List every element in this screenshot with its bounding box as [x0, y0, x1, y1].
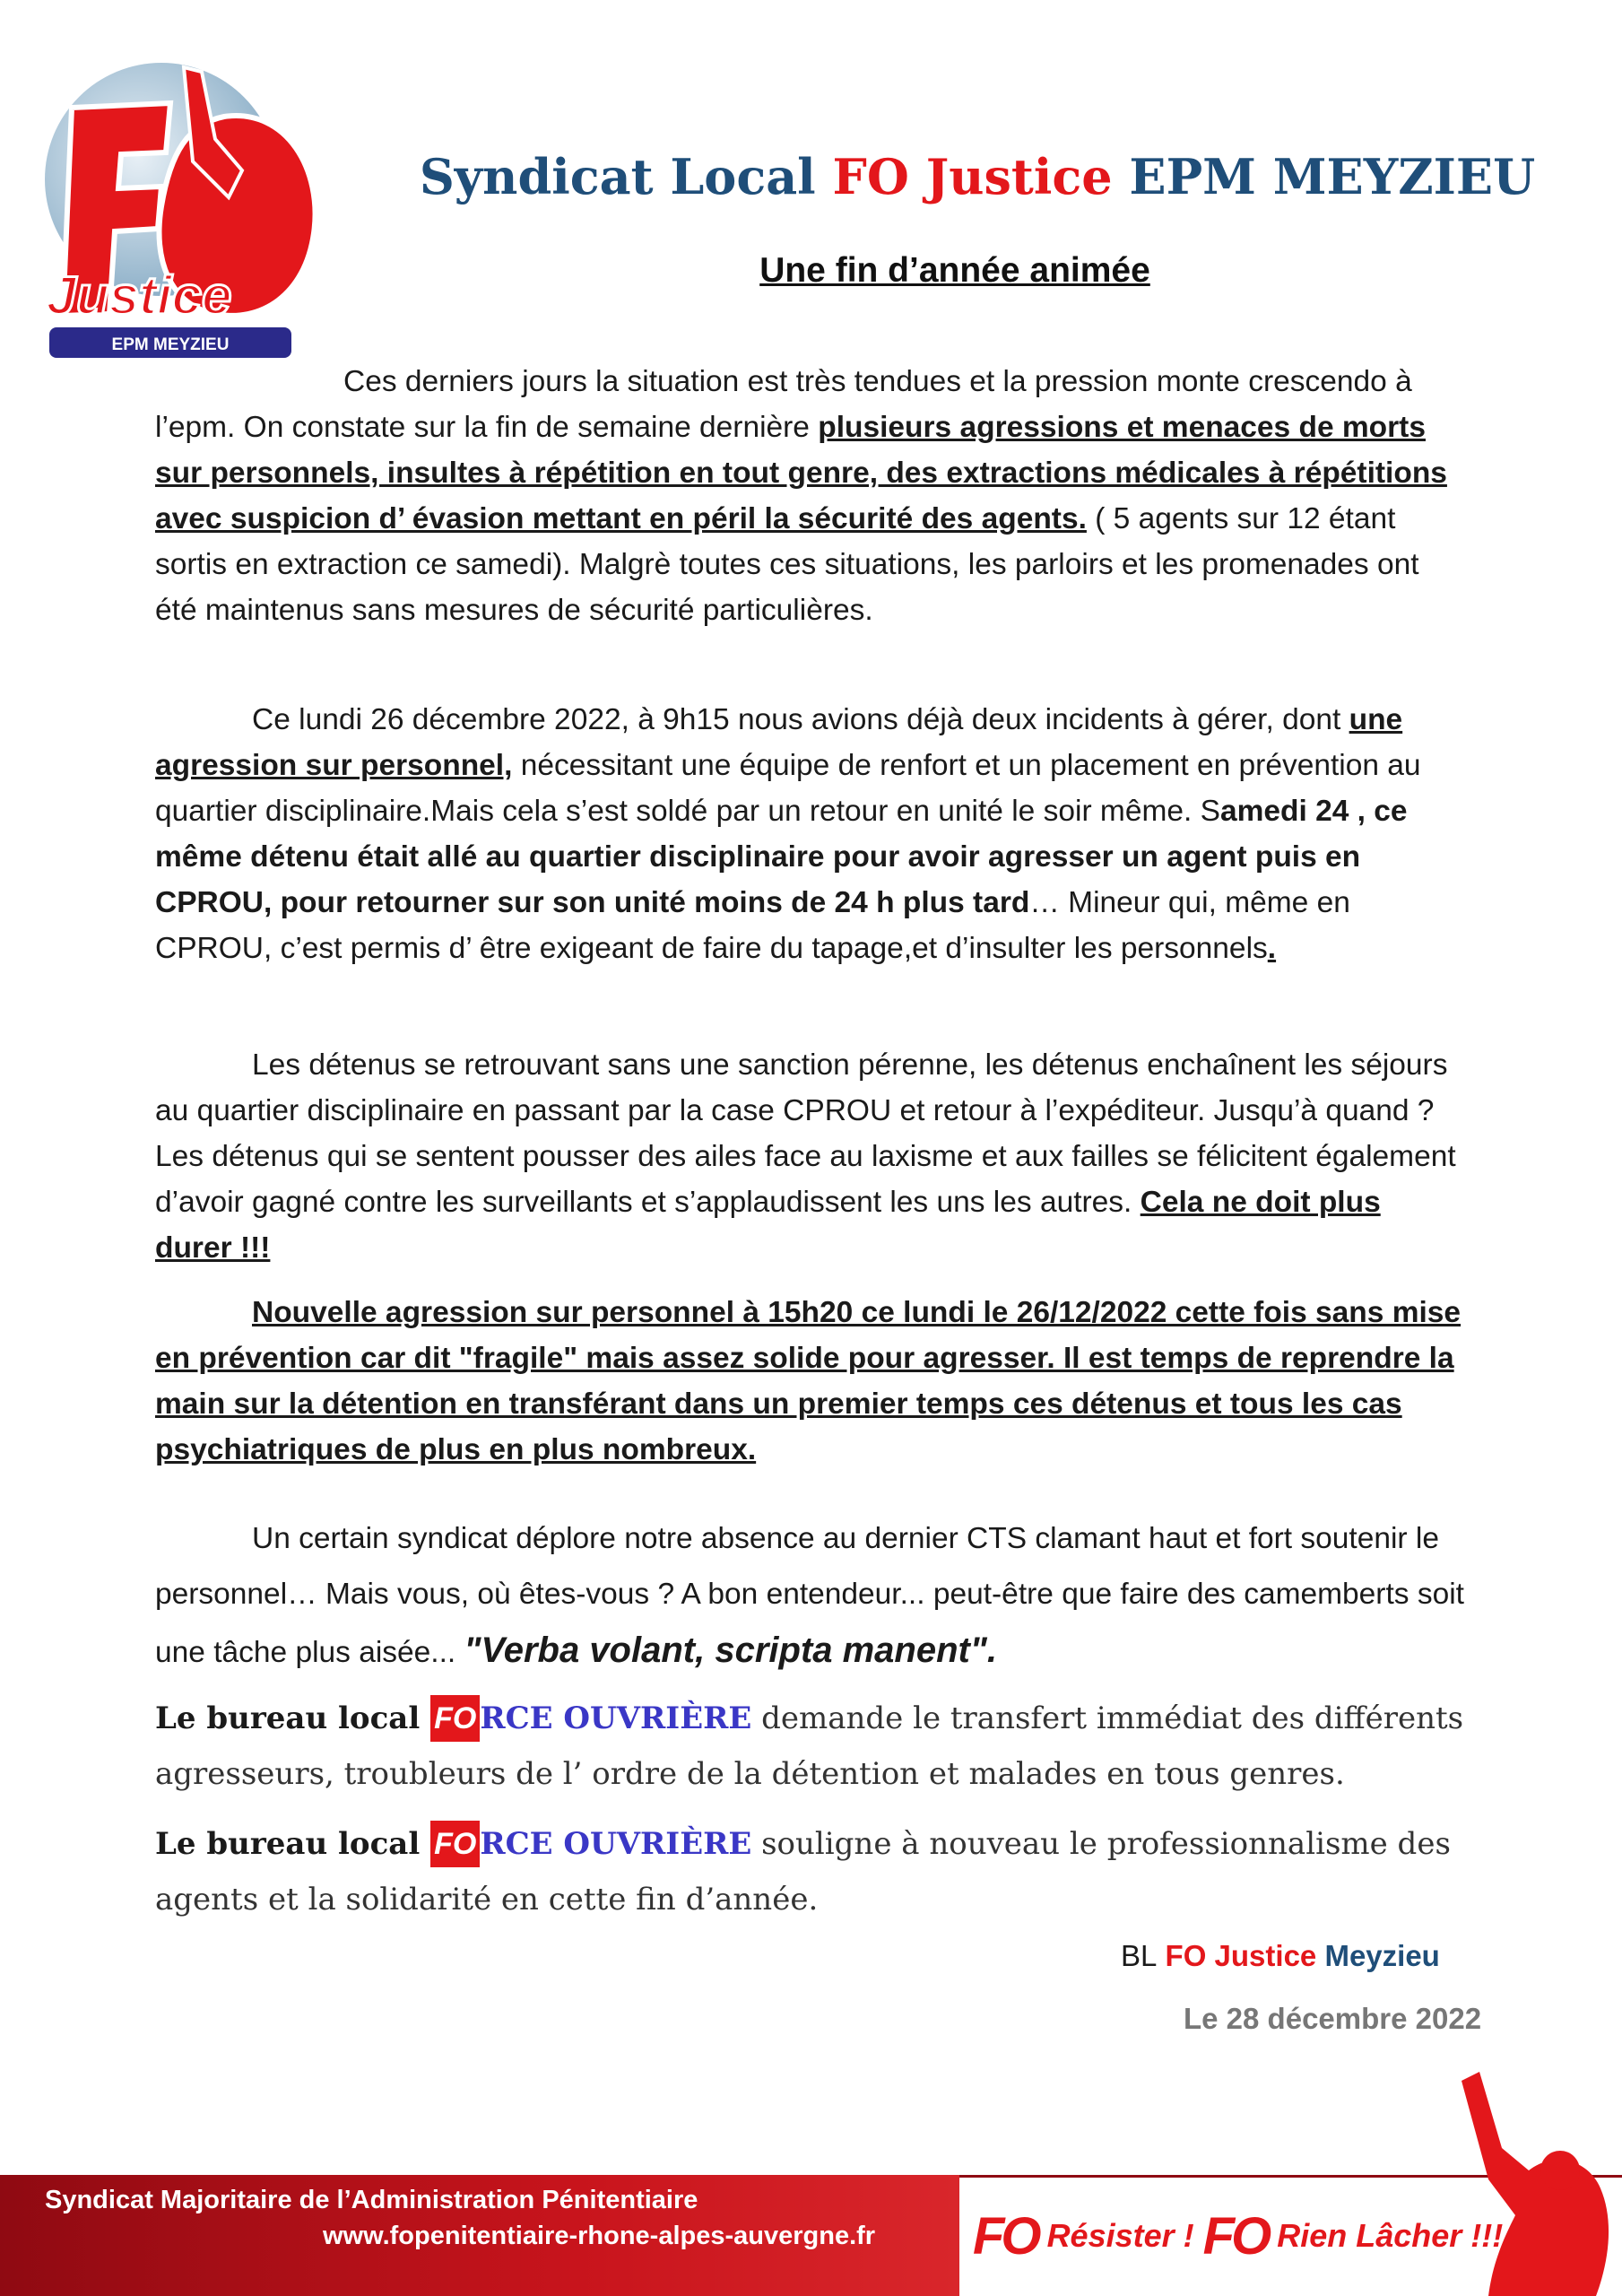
- p5-quote: "Verba volant, scripta manent".: [464, 1631, 997, 1670]
- fo-justice-logo: [36, 54, 332, 363]
- title-part3: EPM MEYZIEU: [1129, 148, 1536, 205]
- footer-slogan: [973, 2206, 1503, 2266]
- p2-emphasis: une agression sur personnel,: [155, 703, 1403, 782]
- p1-text-a: Ces derniers jours la situation est très tendues et la pression monte crescendo à l’epm. On constate sur la fin de semaine dernière: [155, 365, 1412, 444]
- document-date: Le 28 décembre 2022: [1184, 2002, 1482, 2035]
- p6-text: demande le transfert immédiat des différents agresseurs, troubleurs de l’ ordre de la détention et malades en tous genres.: [155, 1700, 1464, 1792]
- paragraph-1: [155, 359, 1464, 633]
- fo-badge: FO: [430, 1695, 480, 1742]
- raised-fist-icon: [1453, 2063, 1622, 2296]
- signature-fo-justice: FO Justice: [1165, 1939, 1317, 1972]
- p6-force-ouvriere: RCE OUVRIÈRE: [480, 1700, 752, 1736]
- p3-emphasis: Cela ne doit plus durer !!!: [155, 1186, 1381, 1265]
- p7-text: souligne à nouveau le professionnalisme des agents et la solidarité en cette fin d’année.: [155, 1826, 1451, 1918]
- paragraph-3: [155, 1042, 1464, 1271]
- p6-lead: Le bureau local: [155, 1700, 431, 1736]
- page-subtitle: Une fin d’année animée: [759, 251, 1150, 290]
- page-title: [377, 148, 1578, 205]
- p2-text-a: Ce lundi 26 décembre 2022, à 9h15 nous avions déjà deux incidents à gérer, dont: [252, 703, 1349, 736]
- p7-lead: Le bureau local: [155, 1826, 431, 1862]
- p2-bold: amedi 24 , ce même détenu était allé au quartier disciplinaire pour avoir agresser un agent puis en CPROU, pour retourner sur son unité moins de 24 h plus tard: [155, 795, 1408, 919]
- paragraph-6: [155, 1691, 1464, 1802]
- logo-word: Justice: [46, 265, 232, 326]
- fo-badge: FO: [430, 1821, 480, 1867]
- p3-text: Les détenus se retrouvant sans une sanction pérenne, les détenus enchaînent les séjours au quartier disciplinaire en passant par la case CPROU et retour à l’expéditeur. Jusqu’à quand ? Les détenus qui se sentent pousser des ailes face au laxisme et aux failles se félicitent également d’avoir gagné contre les surveillants et s’applaudissent les uns les autres.: [155, 1048, 1456, 1219]
- slogan-rien-lacher: Rien Lâcher !!!: [1277, 2217, 1504, 2254]
- slogan-fo-1: FO: [973, 2207, 1038, 2266]
- footer-website: www.fopenitentiaire-rhone-alpes-auvergne.fr: [323, 2222, 876, 2250]
- paragraph-2: [155, 697, 1464, 971]
- signature-place: Meyzieu: [1324, 1939, 1440, 1972]
- p2-text-b: nécessitant une équipe de renfort et un placement en prévention au quartier disciplinaire.Mais cela s’est soldé par un retour en unité le soir même. S: [155, 749, 1421, 828]
- p2-period: .: [1267, 932, 1277, 965]
- logo-banner: EPM MEYZIEU: [111, 335, 230, 354]
- slogan-fo-2: FO: [1202, 2207, 1269, 2266]
- p1-text-b: ( 5 agents sur 12 étant sortis en extraction ce samedi). Malgrè toutes ces situations, les parloirs et les promenades ont été maintenus sans mesures de sécurité particulières.: [155, 502, 1419, 627]
- p1-emphasis: plusieurs agressions et menaces de morts sur personnels, insultes à répétition en tout genre, des extractions médicales à répétitions avec suspicion d’ évasion mettant en péril la sécurité des agents.: [155, 411, 1447, 535]
- paragraph-4: [155, 1290, 1464, 1473]
- p7-force-ouvriere: RCE OUVRIÈRE: [480, 1826, 752, 1862]
- signature: [1121, 1939, 1440, 1973]
- p4-emphasis: Nouvelle agression sur personnel à 15h20 ce lundi le 26/12/2022 cette fois sans mise en prévention car dit "fragile" mais assez solide pour agresser. Il est temps de reprendre la main sur la détention en transférant dans un premier temps ces détenus et tous les cas psychiatriques de plus en plus nombreux.: [155, 1296, 1462, 1466]
- p5-text: Un certain syndicat déplore notre absence au dernier CTS clamant haut et fort soutenir le personnel… Mais vous, où êtes-vous ? A bon entendeur... peut-être que faire des camemberts soit une tâche plus aisée...: [155, 1522, 1464, 1669]
- title-part2: FO Justice: [832, 148, 1113, 205]
- signature-bl: BL: [1121, 1939, 1158, 1972]
- title-part1: Syndicat Local: [419, 148, 816, 205]
- p2-text-c: … Mineur qui, même en CPROU, c’est permis d’ être exigeant de faire du tapage,et d’insulter les personnels: [155, 886, 1350, 965]
- paragraph-5: [155, 1511, 1464, 1681]
- paragraph-7: [155, 1816, 1464, 1927]
- footer-tagline: Syndicat Majoritaire de l’Administration Pénitentiaire: [45, 2186, 698, 2214]
- slogan-resister: Résister !: [1046, 2217, 1194, 2254]
